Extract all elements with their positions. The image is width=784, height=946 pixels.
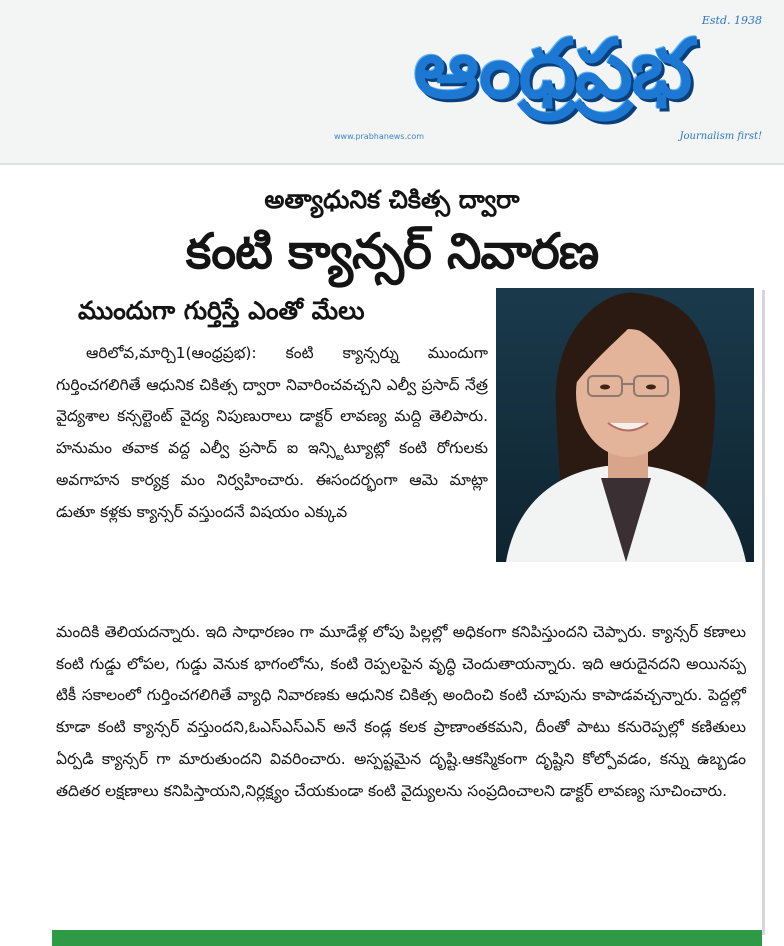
article-headline: కంటి క్యాన్సర్ నివారణ — [185, 223, 599, 280]
article-kicker: అత్యాధునిక చికిత్స ద్వారా — [264, 185, 520, 214]
body-paragraph-bottom: మందికి తెలియదన్నారు. ఇది సాధారణం గా మూడేళ్ల లోపు పిల్లల్లో అధికంగా కనిపిస్తుందని చెప్పారు. క్యాన్సర్ కణాలు కంటి గుడ్డు లోపల, గుడ్డు వెనుక భాగంలోను, కంటి రెప్పలపైన వృద్ధి చెందుతాయన్నారు. ఇది ఆరుదైనదని అయినప్ప టికీ సకాలంలో గుర్తించగలిగితే వ్యాధి నివారణకు ఆధునిక చికిత్స అందించి కంటి చూపును కాపాడవచ్చన్నారు. పెద్దల్లో కూడా కంటి క్యాన్సర్ వస్తుందని,ఓఎస్ఎస్ఎన్ అనే కండ్ల కలక ప్రాణాంతకమని, దీంతో పాటు కనురెప్పల్లో కణితులు ఏర్పడి క్యాన్సర్ గా మారుతుందని వివరించారు. అస్పష్టమైన దృష్టి.ఆకస్మికంగా దృష్టిని కోల్పోవడం, కన్ను ఉబ్బడం తదితర లక్షణాలు కనిపిస్తాయని,నిర్లక్ష్యం చేయకుండా కంటి వైద్యులను సంప్రదించాలని డాక్టర్ లావణ్య సూచించారు. — [56, 623, 746, 800]
article-subhead: ముందుగా గుర్తిస్తే ఎంతో మేలు — [78, 296, 365, 325]
estd-label: Estd. 1938 — [701, 14, 762, 27]
tagline: Journalism first! — [679, 131, 762, 142]
masthead — [0, 0, 784, 165]
doctor-portrait-photo — [496, 288, 754, 562]
newspaper-logo: ఆంధ్రప్రభ — [413, 22, 691, 117]
article-body-bottom — [56, 617, 746, 807]
clipping-edge — [762, 290, 765, 935]
portrait-illustration — [496, 288, 754, 562]
next-article-banner — [52, 930, 762, 946]
body-paragraph-top: ఆరిలోవ,మార్చి1(ఆంధ్రప్రభ): కంటి క్యాన్సర్ను ముందుగా గుర్తించగలిగితే ఆధునిక చికిత్స ద్వారా నివారించవచ్చని ఎల్వీ ప్రసాద్ నేత్ర వైద్యశాల కన్సల్టెంట్ వైద్య నిపుణురాలు డాక్టర్ లావణ్య మద్ది తెలిపారు. హనుమం తవాక వద్ద ఎల్వీ ప్రసాద్ ఐ ఇన్స్టిట్యూట్లో కంటి రోగులకు అవగాహన కార్యక్ర మం నిర్వహించారు. ఈసందర్భంగా ఆమె మాట్లా డుతూ కళ్లకు క్యాన్సర్ వస్తుందనే విషయం ఎక్కువ — [56, 344, 488, 521]
article-body-top — [56, 338, 488, 528]
website-url: www.prabhanews.com — [334, 132, 425, 141]
